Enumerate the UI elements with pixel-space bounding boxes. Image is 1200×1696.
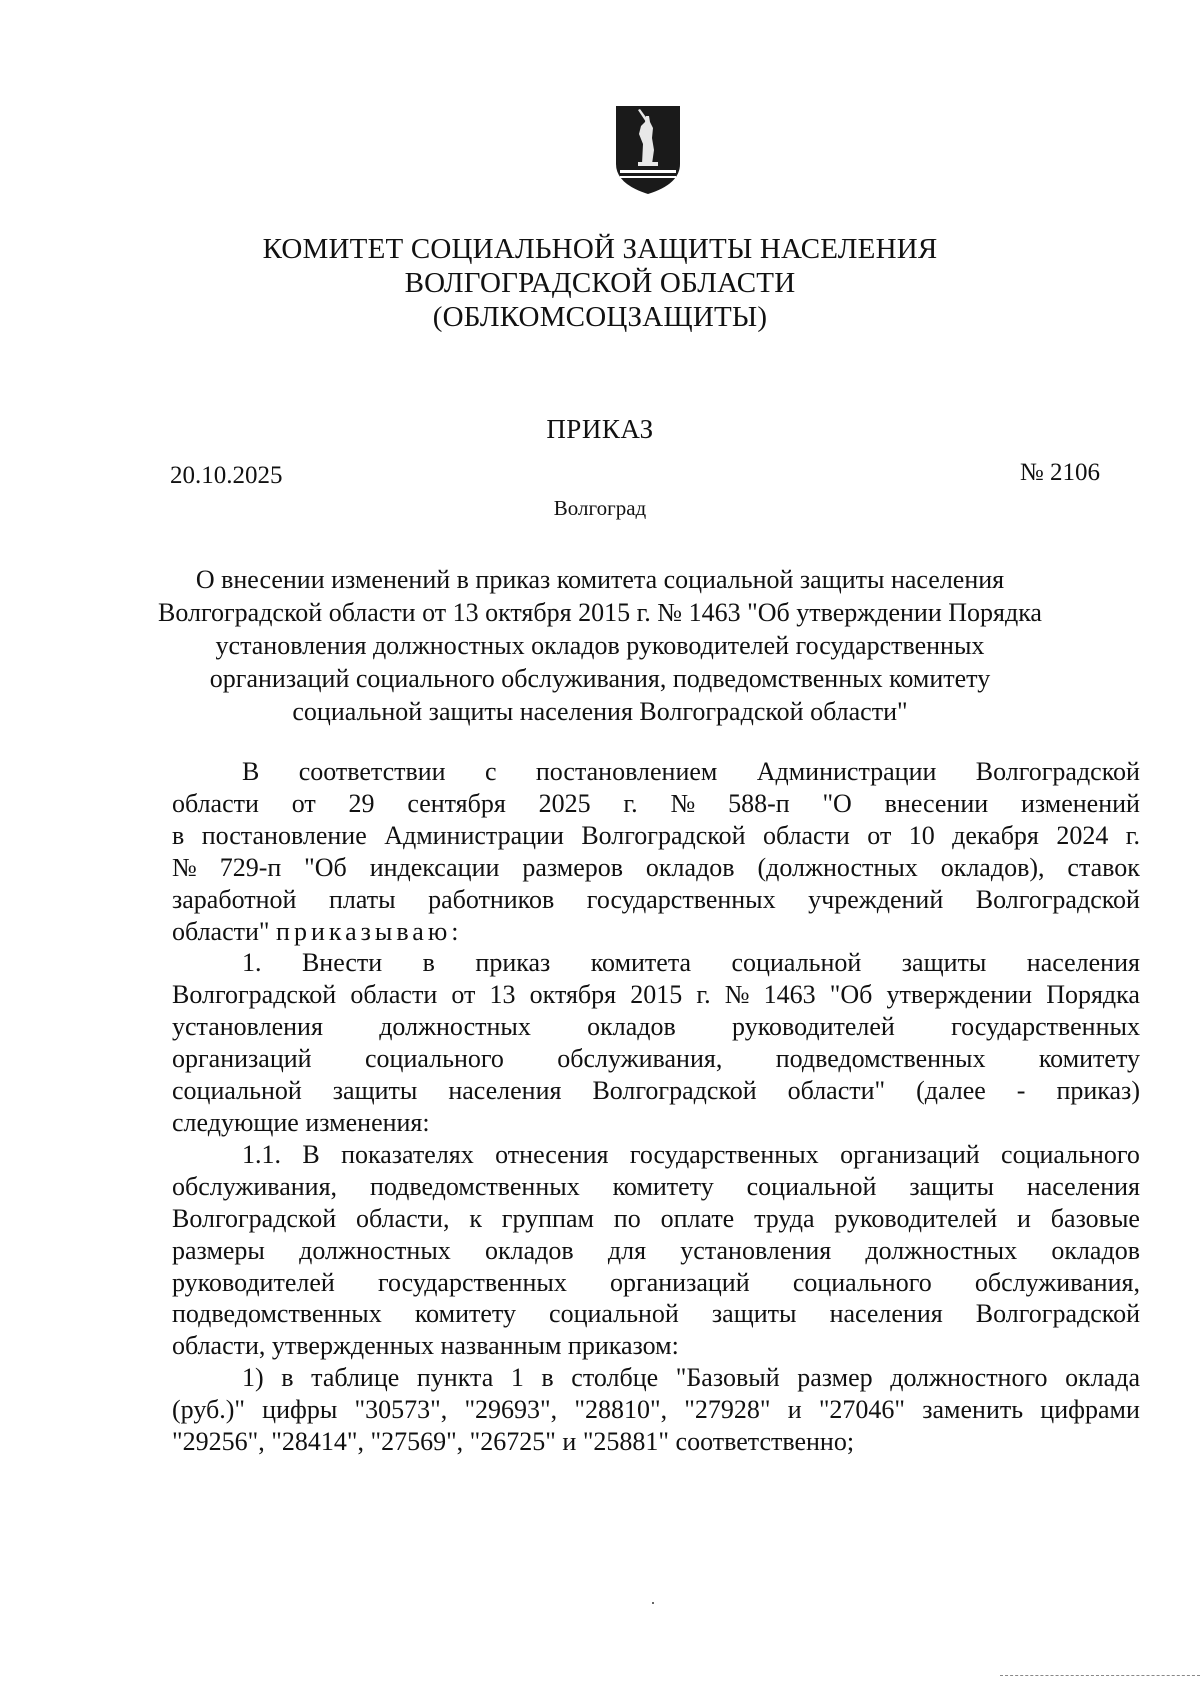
document-number: № 2106 (1019, 459, 1100, 486)
word: "Об (829, 980, 873, 1010)
text-line (172, 947, 1140, 979)
word: Порядка (1046, 980, 1140, 1010)
word: области (762, 820, 850, 850)
text-line (172, 1011, 1140, 1043)
scan-edge-line (1000, 1675, 1200, 1677)
subject-line: установления должностных окладов руководителей государственных (215, 631, 985, 660)
word: по (613, 1203, 641, 1233)
word: "27046" (818, 1395, 906, 1425)
document-city: Волгоград (553, 496, 647, 520)
word: для (607, 1235, 647, 1265)
text-fragment: области" (172, 916, 277, 946)
word: обслуживания, (974, 1267, 1140, 1297)
document-subject (120, 563, 1080, 728)
word: г. (1125, 820, 1140, 850)
word: 2024 (1056, 820, 1109, 850)
word: ставок (1067, 852, 1140, 882)
text-line (172, 788, 1140, 820)
subject-line: организаций социального обслуживания, подведомственных комитету (209, 664, 991, 693)
word: от (867, 820, 892, 850)
word: социальной (731, 948, 862, 978)
word: комитету (1038, 1044, 1140, 1074)
word: населения (448, 1076, 562, 1106)
word: Волгоградской (592, 1076, 757, 1106)
word: утверждении (886, 980, 1033, 1010)
text-line (172, 1394, 1140, 1426)
word: 588-п (728, 788, 790, 818)
word: должностных (379, 1012, 531, 1042)
word: "Об (304, 852, 347, 882)
word: "27928" (684, 1395, 771, 1425)
subject-line: Волгоградской области от 13 октября 2015 г. № 1463 "Об утверждении Порядка (158, 598, 1042, 627)
text-line (172, 1235, 1140, 1267)
word: в (281, 1363, 294, 1393)
word: от (291, 788, 316, 818)
word: отнесения (495, 1139, 609, 1169)
word: защиты (909, 1171, 994, 1201)
word: социальной (172, 1076, 302, 1106)
word: руководителей (732, 1012, 895, 1042)
word: (далее (916, 1076, 986, 1106)
word: должностного (890, 1363, 1048, 1393)
word: и (1017, 1203, 1031, 1233)
word: Волгоградской (172, 1203, 337, 1233)
word: цифрами (1040, 1395, 1140, 1425)
word: 10 (908, 820, 935, 850)
word: оплате (660, 1203, 735, 1233)
org-name-line: КОМИТЕТ СОЦИАЛЬНОЙ ЗАЩИТЫ НАСЕЛЕНИЯ (262, 233, 938, 265)
word: труда (754, 1203, 815, 1233)
word: 1. (242, 948, 262, 978)
word: 29 (348, 788, 375, 818)
word: защиты (332, 1076, 418, 1106)
word: должностных (299, 1235, 451, 1265)
word: (руб.)" (172, 1395, 245, 1425)
word: заработной (172, 884, 297, 914)
subject-line: О внесении изменений в приказ комитета социальной защиты населения (195, 565, 1005, 594)
word: области, (356, 1203, 450, 1233)
word: в (541, 1363, 554, 1393)
text-line (172, 916, 1140, 948)
text-line: "29256", "28414", "27569", "26725" и "25881" соответственно; (172, 1427, 855, 1457)
word: обслуживания, (557, 1044, 723, 1074)
word: изменений (1020, 788, 1140, 818)
word: Волгоградской (975, 1299, 1140, 1329)
word: № (172, 852, 197, 882)
word: постановлением (535, 757, 718, 786)
text-line (172, 979, 1140, 1011)
paragraph-item-1 (172, 947, 1140, 1138)
word: руководителей (834, 1203, 998, 1233)
document-body (172, 756, 1140, 1458)
word: 1) (242, 1363, 264, 1393)
word: области" (787, 1076, 886, 1106)
word: установления (172, 1012, 323, 1042)
text-line: следующие изменения: (172, 1107, 430, 1137)
word: приказ (475, 948, 551, 978)
paragraph-subitem-1 (172, 1362, 1140, 1458)
word: Волгоградской (581, 820, 746, 850)
word: подведомственных (172, 1299, 382, 1329)
word: Волгоградской (975, 757, 1140, 786)
word: "30573", (354, 1395, 448, 1425)
word: 13 (489, 980, 516, 1010)
word: организаций (840, 1139, 980, 1169)
word: социального (1001, 1139, 1140, 1169)
word: с (484, 757, 497, 786)
word: обслуживания, (172, 1171, 338, 1201)
word: организаций (172, 1044, 312, 1074)
word: области (172, 788, 259, 818)
word: работников (428, 884, 555, 914)
scan-speck (652, 1602, 654, 1604)
word: к (469, 1203, 482, 1233)
word: столбце (571, 1363, 659, 1393)
organization-header (0, 232, 1200, 334)
word: подведомственных (369, 1171, 580, 1201)
word: государственных (586, 884, 776, 914)
word: "Базовый (675, 1363, 780, 1393)
document-type: ПРИКАЗ (546, 414, 654, 444)
text-line (172, 1203, 1140, 1235)
word: должностных (865, 1235, 1018, 1265)
word: 1463 (763, 980, 816, 1010)
word: Администрации (756, 757, 937, 786)
word: населения (1026, 948, 1140, 978)
text-line (172, 884, 1140, 916)
word: Администрации (384, 820, 564, 850)
word: государственных (377, 1267, 567, 1297)
word: г. (696, 980, 711, 1010)
word: населения (829, 1299, 943, 1329)
word: организаций (610, 1267, 750, 1297)
word: установления (680, 1235, 832, 1265)
word: пункта (416, 1363, 494, 1393)
word: населения (1026, 1171, 1140, 1201)
word: - (1016, 1076, 1026, 1106)
org-abbreviation: (ОБЛКОМСОЦЗАЩИТЫ) (432, 301, 768, 333)
word: комитету (612, 1171, 714, 1201)
text-line (172, 756, 1140, 788)
subject-line: социальной защиты населения Волгоградской области" (292, 697, 908, 726)
text-line (172, 1267, 1140, 1299)
word: в (172, 820, 185, 850)
word: социального (364, 1044, 504, 1074)
word: сентября (407, 788, 506, 818)
word: г. (623, 788, 638, 818)
word: и (787, 1395, 802, 1425)
word: окладов (645, 852, 735, 882)
word: "28810", (574, 1395, 668, 1425)
word: размеры (172, 1235, 265, 1265)
word: декабря (952, 820, 1039, 850)
word: окладов (485, 1235, 574, 1265)
word: индексации (369, 852, 500, 882)
word: от (451, 980, 476, 1010)
text-line: области, утвержденных названным приказом: (172, 1331, 679, 1361)
word: размер (797, 1363, 873, 1393)
text-line (172, 1043, 1140, 1075)
word: приказ) (1056, 1076, 1140, 1106)
paragraph-preamble (172, 756, 1140, 947)
word: "29693", (464, 1395, 558, 1425)
org-name-line: ВОЛГОГРАДСКОЙ ОБЛАСТИ (404, 267, 796, 299)
word: цифры (262, 1395, 338, 1425)
word: государственных (629, 1139, 819, 1169)
document-date: 20.10.2025 (170, 462, 283, 489)
word: постановление (201, 820, 367, 850)
word: государственных (951, 1012, 1140, 1042)
word: в (422, 948, 435, 978)
word: Внести (301, 948, 383, 978)
word: 729-п (219, 852, 282, 882)
word: окладов (587, 1012, 676, 1042)
word: таблице (311, 1363, 400, 1393)
word: окладов (1051, 1235, 1140, 1265)
paragraph-item-1-1 (172, 1139, 1140, 1362)
word: 1 (510, 1363, 524, 1393)
text-line (172, 820, 1140, 852)
text-line (172, 1298, 1140, 1330)
word: группам (501, 1203, 594, 1233)
word: 1.1. (242, 1139, 281, 1169)
word: базовые (1050, 1203, 1140, 1233)
word: оклада (1065, 1363, 1140, 1393)
word: заменить (922, 1395, 1024, 1425)
word: области (350, 980, 438, 1010)
volgograd-coat-of-arms-icon (612, 104, 684, 196)
word: В (242, 757, 260, 786)
word: "О (822, 788, 852, 818)
word: социального (792, 1267, 932, 1297)
text-line (172, 1171, 1140, 1203)
word: подведомственных (775, 1044, 986, 1074)
word: окладов), (940, 852, 1045, 882)
word: комитета (590, 948, 692, 978)
word: № (670, 788, 696, 818)
word: 2015 (630, 980, 683, 1010)
word: Волгоградской (975, 884, 1140, 914)
word: показателях (341, 1139, 474, 1169)
order-word: приказываю: (276, 916, 463, 946)
word: платы (328, 884, 396, 914)
word: В (302, 1139, 320, 1169)
word: социальной (549, 1299, 679, 1329)
word: (должностных (757, 852, 918, 882)
word: № (724, 980, 750, 1010)
word: размеров (522, 852, 624, 882)
text-line (172, 1075, 1140, 1107)
word: соответствии (298, 757, 446, 786)
word: защиты (711, 1299, 797, 1329)
word: защиты (901, 948, 987, 978)
word: социальной (746, 1171, 877, 1201)
text-line (172, 1362, 1140, 1394)
text-line (172, 1139, 1140, 1171)
word: октября (529, 980, 617, 1010)
word: комитету (414, 1299, 516, 1329)
word: руководителей (172, 1267, 335, 1297)
word: 2025 (538, 788, 591, 818)
word: внесении (884, 788, 989, 818)
word: Волгоградской (172, 980, 337, 1010)
word: учреждений (808, 884, 944, 914)
text-line (172, 852, 1140, 884)
